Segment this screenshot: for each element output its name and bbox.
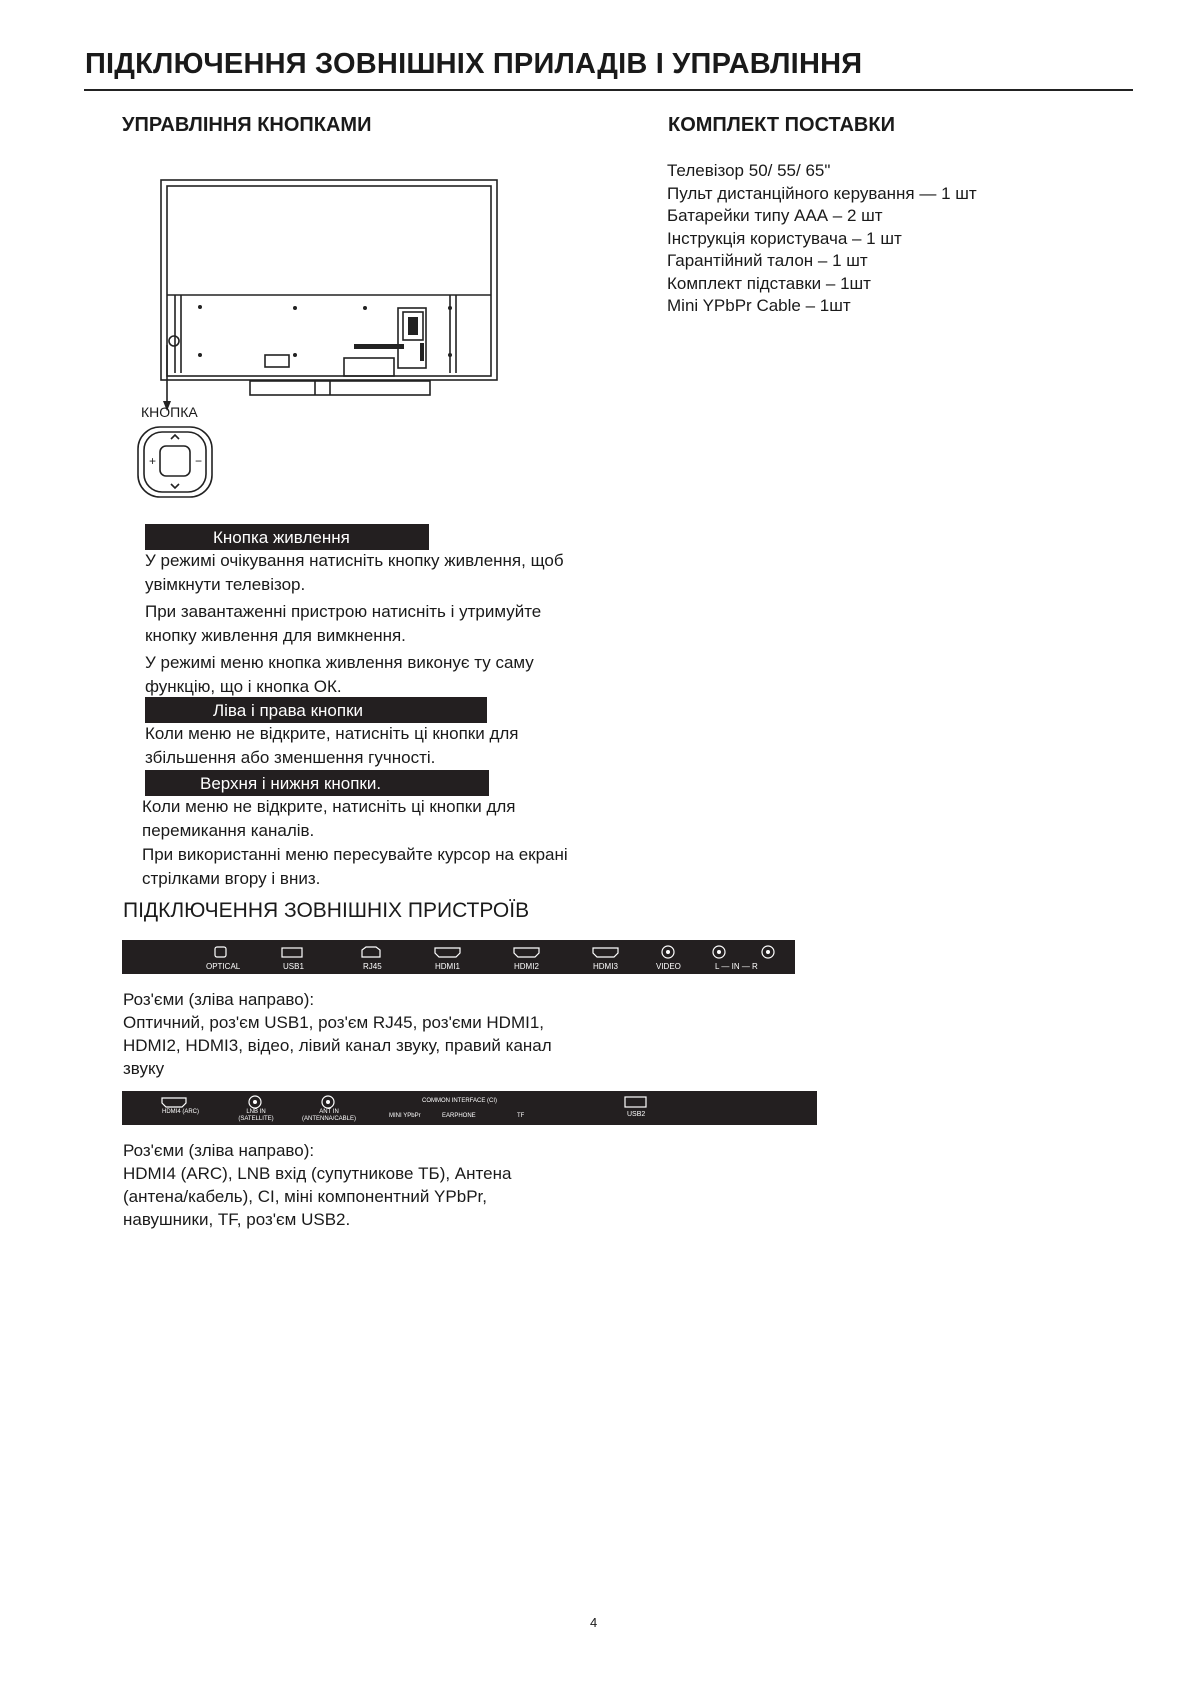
optical-port-icon bbox=[215, 947, 226, 957]
list-item: Батарейки типу ААА – 2 шт bbox=[667, 206, 883, 225]
button-label: КНОПКА bbox=[141, 404, 198, 420]
left-right-buttons-text: Коли меню не відкрите, натисніть ці кнопки для збільшення або зменшення гучності. bbox=[145, 724, 519, 767]
panel-2-ports bbox=[122, 1091, 817, 1125]
audio-in-label: L — IN — R bbox=[715, 962, 758, 971]
page-number: 4 bbox=[590, 1615, 598, 1630]
connections-heading: ПІДКЛЮЧЕННЯ ЗОВНІШНІХ ПРИСТРОЇВ bbox=[123, 899, 530, 922]
ant-label: ANT IN (ANTENNA/CABLE) bbox=[302, 1109, 357, 1122]
hdmi3-port-icon bbox=[593, 948, 618, 957]
optical-label: OPTICAL bbox=[206, 962, 241, 971]
tf-label: TF bbox=[517, 1113, 525, 1119]
power-button-bar: Кнопка живлення bbox=[145, 524, 429, 550]
rj45-port-icon bbox=[362, 947, 380, 957]
usb2-label: USB2 bbox=[627, 1111, 646, 1118]
list-item: Комплект підставки – 1шт bbox=[667, 273, 871, 293]
list-item: Пульт дистанційного керування — 1 шт bbox=[667, 183, 977, 203]
earphone-label: EARPHONE bbox=[442, 1113, 476, 1119]
page-title: ПІДКЛЮЧЕННЯ ЗОВНІШНІХ ПРИЛАДІВ І УПРАВЛІННЯ bbox=[85, 48, 863, 80]
usb2-port-icon bbox=[625, 1097, 646, 1107]
lnb-label: LNB IN (SATELLITE) bbox=[238, 1109, 274, 1122]
up-down-buttons-text: Коли меню не відкрите, натисніть ці кнопки для перемикання каналів. При використанні меню пересувайте курсор на екрані стрілками вгору і вниз. bbox=[142, 797, 568, 888]
mini-ypbpr-label: MINI YPbPr bbox=[389, 1113, 421, 1119]
video-label: VIDEO bbox=[656, 962, 681, 971]
package-list bbox=[667, 160, 977, 318]
usb1-label: USB1 bbox=[283, 962, 304, 971]
left-right-buttons-bar: Ліва і права кнопки bbox=[145, 697, 487, 723]
svg-text:−: − bbox=[195, 454, 203, 468]
hdmi1-label: HDMI1 bbox=[435, 962, 460, 971]
panel-1-description: Роз'єми (зліва направо): Оптичний, роз'єм USB1, роз'єм RJ45, роз'єми HDMI1, HDMI2, HDMI3, відео, лівий канал звуку, правий канал звуку bbox=[123, 990, 552, 1078]
rj45-label: RJ45 bbox=[363, 962, 382, 971]
list-item: Гарантійний талон – 1 шт bbox=[667, 251, 868, 270]
list-item: Інструкція користувача – 1 шт bbox=[667, 228, 902, 248]
usb1-port-icon bbox=[282, 948, 302, 957]
title-divider bbox=[84, 89, 1133, 91]
panel-2-description: Роз'єми (зліва направо): HDMI4 (ARC), LNB вхід (супутникове ТБ), Антена (антена/кабель), CI, міні компонентний YPbPr, навушники, TF, роз'єм USB2. bbox=[123, 1141, 512, 1229]
up-down-buttons-bar: Верхня і нижня кнопки. bbox=[145, 770, 489, 796]
hdmi2-label: HDMI2 bbox=[514, 962, 539, 971]
power-button-text: У режимі очікування натисніть кнопку живлення, щоб увімкнути телевізор. При завантаженні пристрою натисніть і утримуйте кнопку живлення для вимкнення. У режимі меню кнопка живлення виконує ту саму функцію, що і кнопка ОК. bbox=[145, 551, 564, 696]
common-interface-label: COMMON INTERFACE (CI) bbox=[422, 1098, 497, 1104]
connector-panel-1 bbox=[122, 940, 795, 974]
list-item: Mini YPbPr Cable – 1шт bbox=[667, 296, 851, 315]
hdmi3-label: HDMI3 bbox=[593, 962, 618, 971]
hdmi4-port-icon bbox=[162, 1098, 186, 1107]
connector-panel-2 bbox=[122, 1091, 817, 1125]
buttons-heading: УПРАВЛІННЯ КНОПКАМИ bbox=[122, 114, 372, 136]
hdmi2-port-icon bbox=[514, 948, 539, 957]
package-heading: КОМПЛЕКТ ПОСТАВКИ bbox=[668, 114, 895, 136]
list-item: Телевізор 50/ 55/ 65" bbox=[667, 161, 831, 180]
hdmi1-port-icon bbox=[435, 948, 460, 957]
hdmi4-label: HDMI4 (ARC) bbox=[162, 1109, 199, 1115]
joystick-button-icon bbox=[136, 423, 216, 501]
svg-text:+: + bbox=[149, 454, 157, 468]
